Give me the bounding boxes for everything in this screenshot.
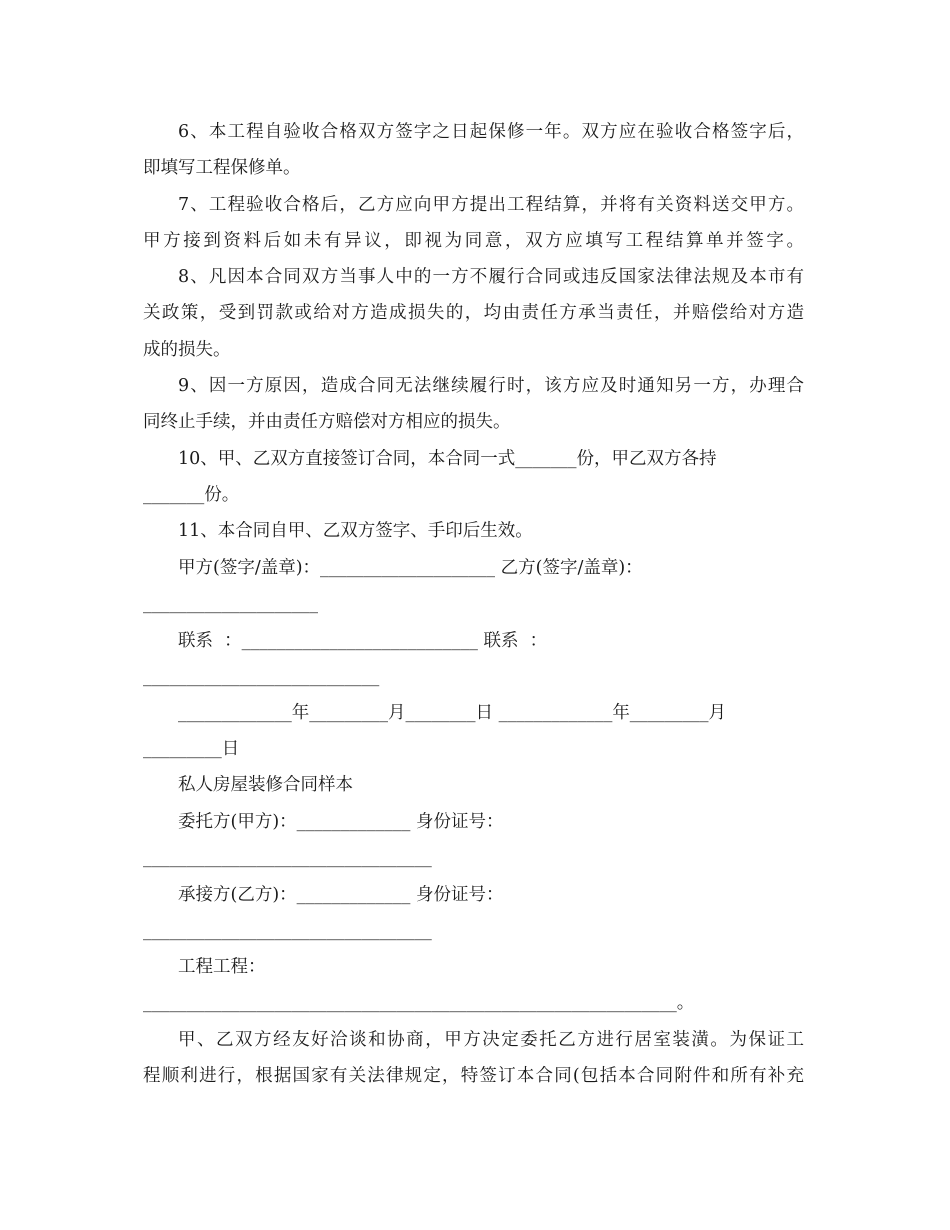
item-8-line-1: 8、凡因本合同双方当事人中的一方不履行合同或违反国家法律法规及本市有 xyxy=(178,267,804,287)
project-label: 工程工程： xyxy=(178,957,266,977)
item-6-line-2: 即填写工程保修单。 xyxy=(143,158,301,178)
contractor-id-blank: _________________________________ xyxy=(143,921,432,941)
party-signature-blank: ____________________ xyxy=(143,594,318,614)
intro-line-2: 程顺利进行，根据国家有关法律规定，特签订本合同(包括本合同附件和所有补充 xyxy=(143,1066,804,1086)
item-10-line-2: _______份。 xyxy=(143,485,240,505)
item-9-line-1: 9、因一方原因，造成合同无法继续履行时，该方应及时通知另一方，办理合 xyxy=(178,376,804,396)
client-id-blank: _________________________________ xyxy=(143,848,432,868)
sample-title: 私人房屋装修合同样本 xyxy=(178,775,353,795)
item-6-line-1: 6、本工程自验收合格双方签字之日起保修一年。双方应在验收合格签字后， xyxy=(178,122,804,142)
item-8-line-3: 成的损失。 xyxy=(143,340,231,360)
intro-line-1: 甲、乙双方经友好洽谈和协商，甲方决定委托乙方进行居室装潢。为保证工 xyxy=(178,1030,804,1050)
project-blank: _____________________________________________________________。 xyxy=(143,993,695,1013)
item-7-line-2: 甲方接到资料后如未有异议，即视为同意，双方应填写工程结算单并签字。 xyxy=(143,231,804,251)
contractor-line: 承接方(乙方)：_____________ 身份证号： xyxy=(178,885,504,905)
client-line: 委托方(甲方)：_____________ 身份证号： xyxy=(178,812,504,832)
contact-blank: ___________________________ xyxy=(143,667,380,687)
item-8-line-2: 关政策，受到罚款或给对方造成损失的，均由责任方承当责任，并赔偿给对方造 xyxy=(143,303,804,323)
item-11: 11、本合同自甲、乙双方签字、手印后生效。 xyxy=(178,521,533,541)
party-signature-line: 甲方(签字/盖章)：____________________ 乙方(签字/盖章)： xyxy=(178,558,643,578)
contact-line: 联系 ：___________________________ 联系 ： xyxy=(178,631,548,651)
item-9-line-2: 同终止手续，并由责任方赔偿对方相应的损失。 xyxy=(143,412,511,432)
date-tail: _________日 xyxy=(143,739,240,759)
date-line: _____________年_________月________日 _____________年_________月 xyxy=(178,703,727,723)
item-7-line-1: 7、工程验收合格后，乙方应向甲方提出工程结算，并将有关资料送交甲方。 xyxy=(178,195,804,215)
item-10-line-1: 10、甲、乙双方直接签订合同，本合同一式_______份，甲乙双方各持 xyxy=(178,449,717,469)
